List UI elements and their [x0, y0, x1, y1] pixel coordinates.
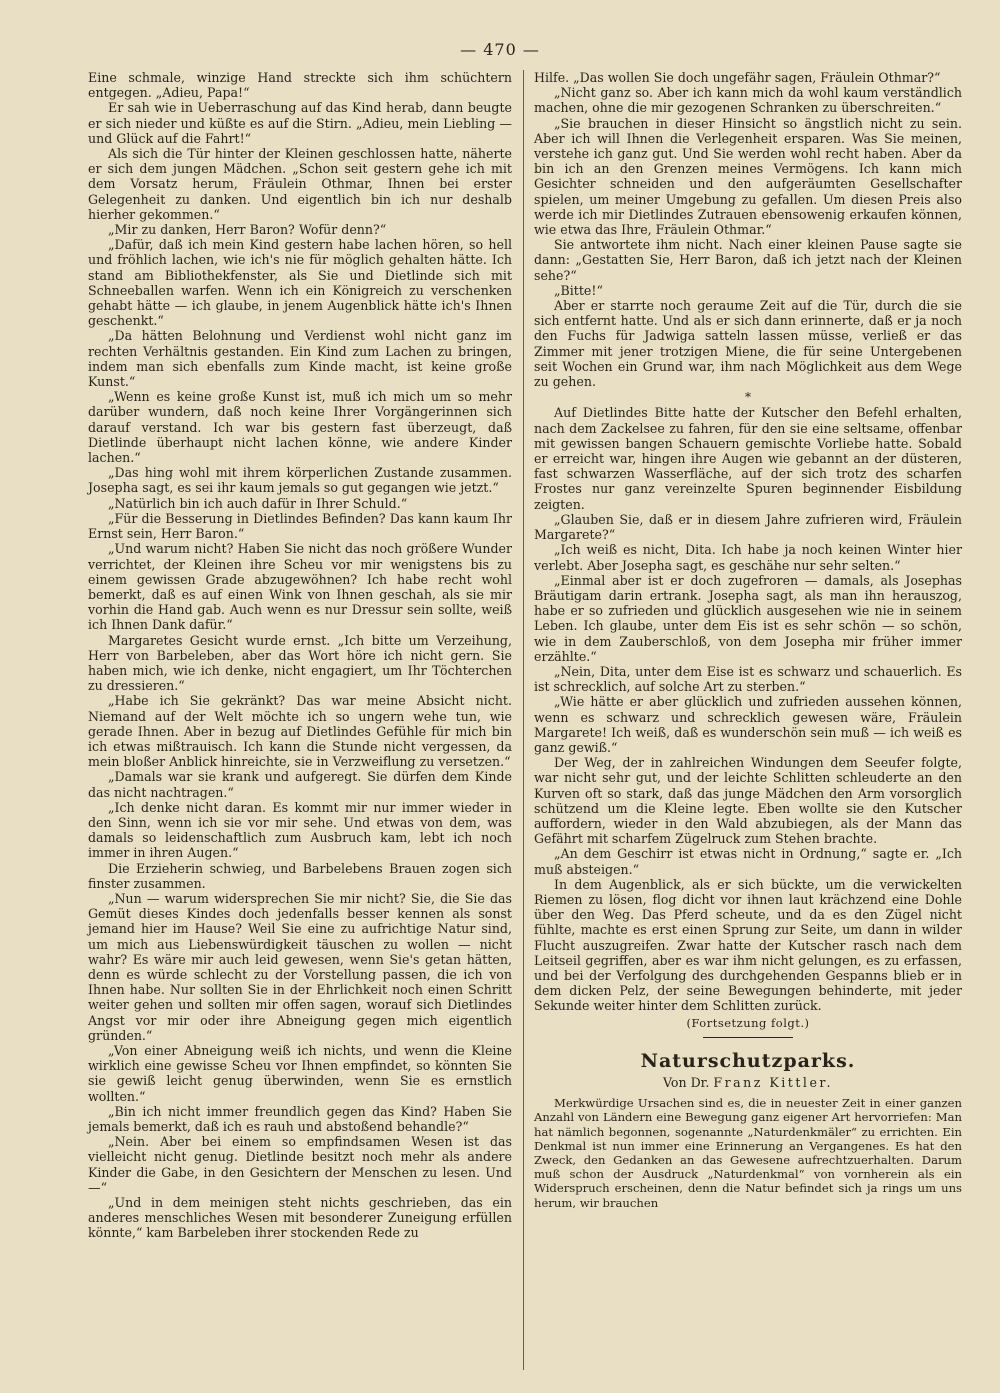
paragraph: Auf Dietlindes Bitte hatte der Kutscher den Befehl erhalten, nach dem Zackelsee zu fahren, für den sie eine seltsame, offenbar mit gewissen bangen Schauern gemischte Vorliebe hatte. Sobald er erreicht war, hingen ihre Augen wie gebannt an der düsteren, fast schwarzen Wasserfläche, auf der sich trotz des scharfen Frostes nur ganz vereinzelte Spuren beginnender Eisbildung zeigten.	[534, 405, 962, 512]
article-title: Naturschutzparks.	[640, 1049, 856, 1072]
paragraph: „Mir zu danken, Herr Baron? Wofür denn?“	[108, 222, 387, 238]
paragraph: „Nein. Aber bei einem so empfindsamen Wesen ist das vielleicht nicht genug. Dietlinde besitzt noch mehr als andere Kinder die Gabe, in den Gesichtern der Menschen zu lesen. Und —“	[88, 1134, 512, 1195]
paragraph: „Da hätten Belohnung und Verdienst wohl nicht ganz im rechten Verhältnis gestanden. Ein Kind zum Lachen zu bringen, indem man sich ebenfalls zum Kinde macht, ist keine große Kunst.“	[88, 328, 512, 390]
paragraph: „Sie brauchen in dieser Hinsicht so ängstlich nicht zu sein. Aber ich will Ihnen die Verlegenheit ersparen. Was Sie meinen, verstehe ich ganz gut. Und Sie werden wohl recht haben. Aber da bin ich an den Grenzen meines Vermögens. Ich kann mich Gesichter schneiden und den aufgeräumten Gesellschafter spielen, um meiner Umgebung zu gefallen. Um diesen Preis also werde ich mir Dietlindes Zutrauen ebensowenig erkaufen können, wie etwa das Ihre, Fräulein Othmar.“	[534, 115, 962, 238]
paragraph: „Von einer Abneigung weiß ich nichts, und wenn die Kleine wirklich eine gewisse Scheu vor Ihnen empfindet, so könnten Sie sie gewiß leicht genug überwinden, wenn Sie es ernstlich wollten.“	[88, 1043, 512, 1104]
paragraph: „Glauben Sie, daß er in diesem Jahre zufrieren wird, Fräulein Margarete?“	[534, 511, 962, 543]
paragraph: „Nun — warum widersprechen Sie mir nicht? Sie, die Sie das Gemüt dieses Kindes doch jedenfalls besser kennen als sonst jemand hier im Hause? Weil Sie eine zu aufrichtige Natur sind, um mich aus Liebenswürdigkeit täuschen zu wollen — nicht wahr? Es wäre mir auch leid gewesen, wenn Sie's getan hätten, denn es würde schlecht zu der Vorstellung passen, die ich von Ihnen habe. Nur sollten Sie in der Ehrlichkeit noch einen Schritt weiter gehen und sollten mir offen sagen, worauf sich Dietlindes Angst vor mir oder ihre Abneigung gegen mich eigentlich gründen.“	[88, 890, 512, 1043]
paragraph: Die Erzieherin schwieg, und Barbelebens Brauen zogen sich finster zusammen.	[88, 860, 512, 891]
continued-note: (Fortsetzung folgt.)	[686, 1015, 810, 1030]
paragraph: Sie antwortete ihm nicht. Nach einer kleinen Pause sagte sie dann: „Gestatten Sie, Herr Baron, daß ich jetzt nach der Kleinen sehe?“	[534, 237, 962, 283]
paragraph: „Habe ich Sie gekränkt? Das war meine Absicht nicht. Niemand auf der Welt möchte ich so ungern wehe tun, wie gerade Ihnen. Aber in bezug auf Dietlindes Gefühle für mich bin ich etwas mißtrauisch. Ich kann die Stunde nicht vergessen, da mein bloßer Anblick hinreichte, sie in Verzweiflung zu versetzen.“	[88, 693, 512, 770]
right-column	[534, 70, 962, 1210]
paragraph: Als sich die Tür hinter der Kleinen geschlossen hatte, näherte er sich dem jungen Mädchen. „Schon seit gestern gehe ich mit dem Vorsatz herum, Fräulein Othmar, Ihnen bei erster Gelegenheit zu danken. Und eigentlich bin ich nur deshalb hierher gekommen.“	[88, 146, 512, 222]
paragraph: Eine schmale, winzige Hand streckte sich ihm schüchtern entgegen. „Adieu, Papa!“	[88, 70, 512, 101]
paragraph: „An dem Geschirr ist etwas nicht in Ordnung,“ sagte er. „Ich muß absteigen.“	[534, 846, 962, 877]
paragraph: In dem Augenblick, als er sich bückte, um die verwickelten Riemen zu lösen, flog dicht vor ihnen laut krächzend eine Dohle über den Weg. Das Pferd scheute, und da es den Zügel nicht fühlte, machte es erst einen Sprung zur Seite, um dann in wilder Flucht auszugreifen. Zwar hatte der Kutscher rasch nach dem Leitseil gegriffen, aber es war ihm nicht gelungen, es zu erfassen, und bei der Verfolgung des durchgehenden Gespanns blieb er in dem dicken Pelz, der seine Bewegungen behinderte, mit jeder Sekunde weiter hinter dem Schlitten zurück.	[534, 876, 962, 1014]
paragraph: „Und in dem meinigen steht nichts geschrieben, das ein anderes menschliches Wesen mit besonderer Zuneigung erfüllen könnte,“ kam Barbeleben ihrer stockenden Rede zu	[88, 1195, 512, 1241]
paragraph: Der Weg, der in zahlreichen Windungen dem Seeufer folgte, war nicht sehr gut, und der leichte Schlitten schleuderte an den Kurven oft so stark, daß das junge Mädchen den Arm vorsorglich schützend um die Kleine legte. Eben wollte sie den Kutscher auffordern, wieder in den Wald abzubiegen, als der Mann das Gefährt mit scharfem Zügelruck zum Stehen brachte.	[534, 755, 962, 847]
page-number: — 470 —	[460, 40, 540, 59]
paragraph: Margaretes Gesicht wurde ernst. „Ich bitte um Verzeihung, Herr von Barbeleben, aber das Wort höre ich nicht gern. Sie haben mich, wie ich denke, nicht engagiert, um Ihr Töchterchen zu dressieren.“	[88, 632, 512, 694]
paragraph: „Einmal aber ist er doch zugefroren — damals, als Josephas Bräutigam darin ertrank. Josepha sagt, als man ihn herauszog, habe er so zufrieden und glücklich ausgesehen wie nie in seinem Leben. Ich glaube, unter dem Eis ist es sehr schön — so schön, wie in dem Zauberschloß, von dem Josepha mir früher immer erzählte.“	[534, 572, 962, 664]
paragraph: „Natürlich bin ich auch dafür in Ihrer Schuld.“	[108, 495, 408, 511]
paragraph: Hilfe. „Das wollen Sie doch ungefähr sagen, Fräulein Othmar?“	[534, 70, 941, 85]
paragraph: „Und warum nicht? Haben Sie nicht das noch größere Wunder verrichtet, der Kleinen ihre Scheu vor mir wenigstens bis zu einem gewissen Grade abzugewöhnen? Ich habe recht wohl bemerkt, daß es auf einen Wink von Ihnen geschah, als sie mir vorhin die Hand gab. Auch wenn es nur Dressur sein sollte, weiß ich Ihnen Dank dafür.“	[88, 541, 512, 633]
paragraph: Aber er starrte noch geraume Zeit auf die Tür, durch die sie sich entfernt hatte. Und als er sich dann erinnerte, daß er ja noch den Fuchs für Jadwiga satteln lassen müsse, verließ er das Zimmer mit jener trotzigen Miene, die für seine Untergebenen seit Wochen ein Grund war, ihm nach Möglichkeit aus dem Wege zu gehen.	[534, 298, 962, 390]
paragraph: „Nein, Dita, unter dem Eise ist es schwarz und schauerlich. Es ist schrecklich, auf solche Art zu sterben.“	[534, 663, 962, 695]
paragraph: „Wenn es keine große Kunst ist, muß ich mich um so mehr darüber wundern, daß noch keine Ihrer Vorgängerinnen sich darauf verstand. Ich war bis gestern fast überzeugt, daß Dietlinde überhaupt nicht lachen könne, wie andere Kinder lachen.“	[88, 389, 512, 466]
left-column	[88, 70, 512, 1241]
paragraph: „Das hing wohl mit ihrem körperlichen Zustande zusammen. Josepha sagt, es sei ihr kaum jemals so gut gegangen wie jetzt.“	[88, 465, 512, 496]
scene-break: *	[745, 390, 751, 405]
section-divider	[703, 1037, 793, 1038]
paragraph: „Für die Besserung in Dietlindes Befinden? Das kann kaum Ihr Ernst sein, Herr Baron.“	[88, 510, 512, 542]
paragraph: „Ich denke nicht daran. Es kommt mir nur immer wieder in den Sinn, wenn ich sie vor mir sehe. Und etwas von dem, was damals so leidenschaftlich zum Ausbruch kam, lebt ich noch immer in ihren Augen.“	[88, 799, 512, 861]
paragraph: „Dafür, daß ich mein Kind gestern habe lachen hören, so hell und fröhlich lachen, wie ich's nie für möglich gehalten hätte. Ich stand am Bibliothekfenster, als Sie und Dietlinde sich mit Schneeballen warfen. Wenn ich ein Königreich zu verschenken gehabt hätte — ich glaube, in jenem Augenblick hätte ich's Ihnen geschenkt.“	[88, 237, 512, 329]
column-divider	[523, 70, 524, 1370]
author-prefix: Von Dr.	[662, 1075, 710, 1090]
paragraph: „Bin ich nicht immer freundlich gegen das Kind? Haben Sie jemals bemerkt, daß ich es rauh und abstoßend behandle?“	[88, 1103, 512, 1135]
paragraph: „Ich weiß es nicht, Dita. Ich habe ja noch keinen Winter hier verlebt. Aber Josepha sagt, es geschähe nur sehr selten.“	[534, 542, 962, 573]
paragraph: „Damals war sie krank und aufgeregt. Sie dürfen dem Kinde das nicht nachtragen.“	[88, 769, 512, 800]
author-name: Franz Kittler.	[713, 1075, 834, 1090]
article-author	[534, 1075, 962, 1090]
paragraph: „Bitte!“	[554, 282, 603, 298]
paragraph: „Wie hätte er aber glücklich und zufrieden aussehen können, wenn es schwarz und schrecklich gewesen wäre, Fräulein Margarete! Ich weiß, daß es wunderschön sein muß — ich weiß es ganz gewiß.“	[534, 694, 962, 755]
paragraph: „Nicht ganz so. Aber ich kann mich da wohl kaum verständlich machen, ohne die mir gezogenen Schranken zu überschreiten.“	[534, 85, 962, 116]
article-body: Merkwürdige Ursachen sind es, die in neuester Zeit in einer ganzen Anzahl von Ländern eine Bewegung ganz eigener Art hervorriefen: Man hat nämlich begonnen, sogenannte „Naturdenkmäler“ zu errichten. Ein Denkmal ist nun immer eine Erinnerung an Vergangenes. Es hat den Zweck, den Gedanken an das Gewesene aufrechtzuerhalten. Darum muß schon der Ausdruck „Naturdenkmal“ von vornherein als ein Widerspruch erscheinen, denn die Natur befindet sich ja rings um uns herum, wir brauchen	[534, 1096, 962, 1210]
paragraph: Er sah wie in Ueberraschung auf das Kind herab, dann beugte er sich nieder und küßte es auf die Stirn. „Adieu, mein Liebling — und Glück auf die Fahrt!“	[88, 100, 512, 146]
